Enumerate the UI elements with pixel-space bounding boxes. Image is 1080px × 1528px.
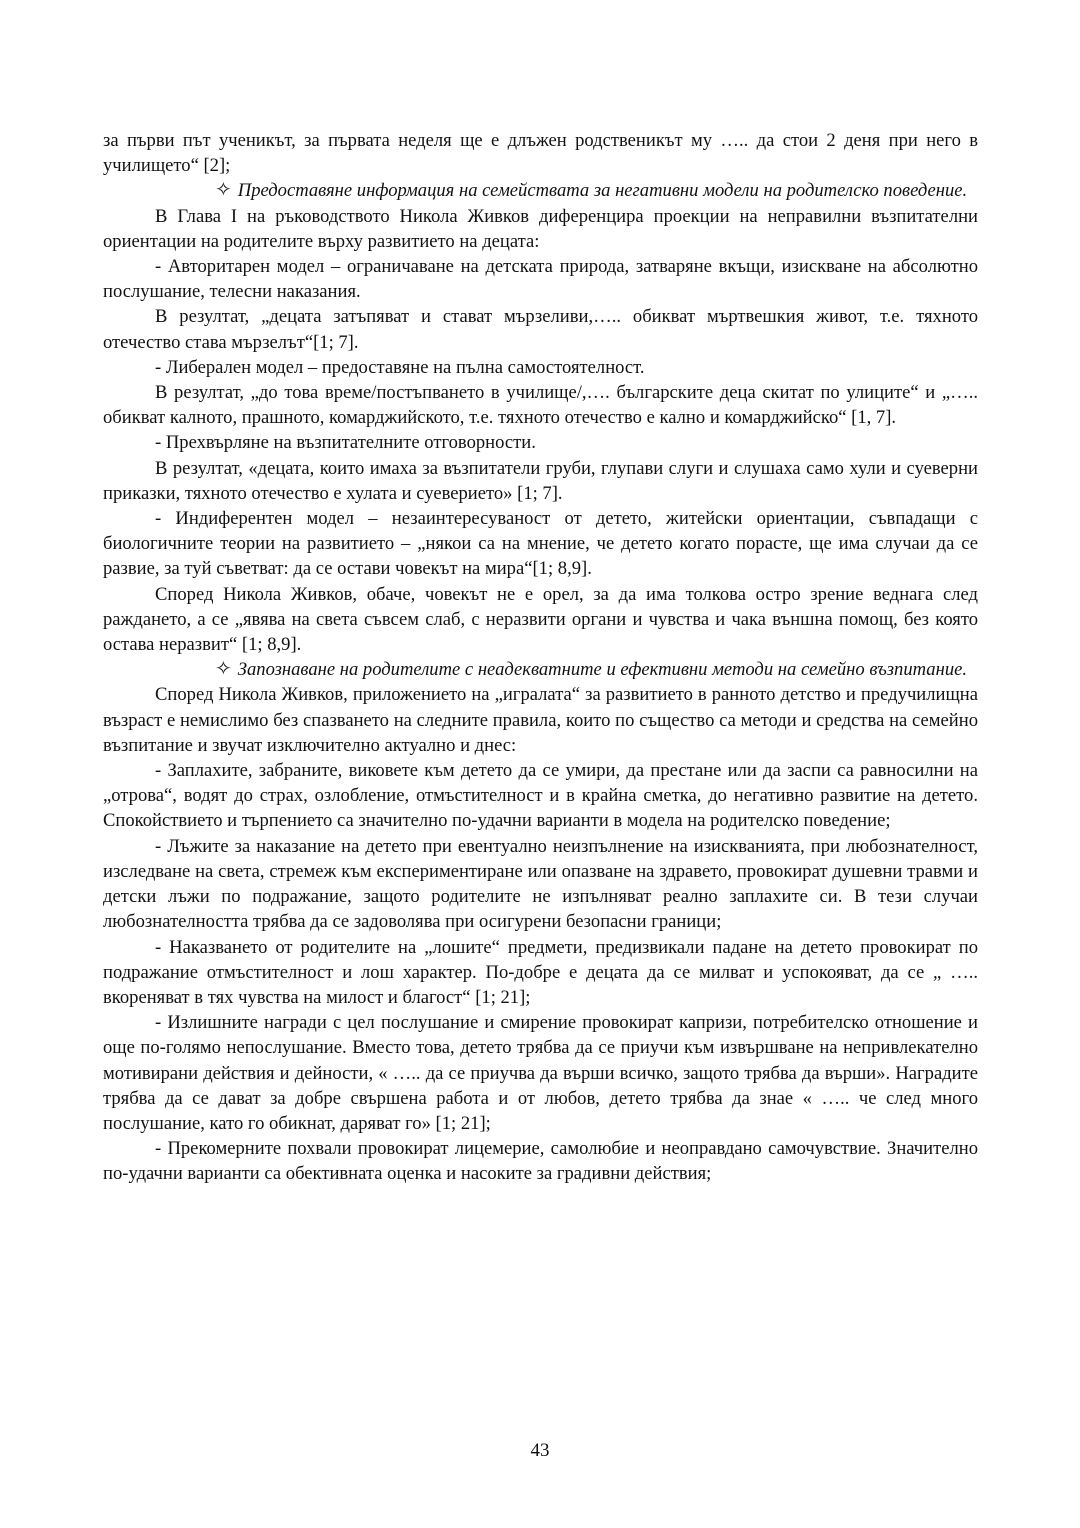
- paragraph: - Либерален модел – предоставяне на пълна самостоятелност.: [155, 356, 645, 378]
- paragraph: Според Никола Живков, обаче, човекът не е орел, за да има толкова остро зрение веднага след раждането, а се „явява на света съвсем слаб, с неразвити органи и чувства и чака външна помощ, без която остава неразвит“ [1; 8,9].: [103, 583, 978, 656]
- paragraph: - Прехвърляне на възпитателните отговорности.: [155, 432, 536, 454]
- paragraph: - Индиферентен модел – незаинтересуваност от детето, житейски ориентации, съвпадащи с биологичните теории на развитието – „някои са на мнение, че детето когато порасте, ще има случаи да се развие, за туй съветват: да се остави човекът на мира“[1; 8,9].: [103, 508, 978, 580]
- paragraph: В резултат, „децата затъпяват и стават мързеливи,….. обикват мъртвешкия живот, т.е. тяхното отечество става мързелът“[1; 7].: [103, 306, 978, 353]
- paragraph: - Заплахите, забраните, виковете към детето да се умири, да престане или да заспи са равносилни на „отрова“, водят до страх, озлобление, отмъстителност и в крайна сметка, до негативно развитие на детето. Спокойствието и търпението са значително по-удачни варианти в модела на родителско поведение;: [103, 760, 978, 832]
- four-point-star-icon: ✧: [215, 179, 232, 202]
- paragraph: В резултат, «децата, които имаха за възпитатели груби, глупави слуги и слушаха само хули и суеверни приказки, тяхното отечество е хулата и суеверието» [1; 7].: [103, 457, 978, 504]
- paragraph: - Излишните награди с цел послушание и смирение провокират капризи, потребителско отношение и още по-голямо непослушание. Вместо това, детето трябва да се приучи към извършване на непривлекателно мотивирани действия и дейности, « ….. да се приучва да върши всичко, защото трябва да върши». Наградите трябва да се дават за добре свършена работа и от любов, детето трябва да знае « ….. че след много послушание, като го обикнат, даряват го» [1; 21];: [103, 1012, 978, 1134]
- document-body: [103, 128, 978, 1187]
- section-heading-bullet: [103, 657, 978, 682]
- paragraph: - Прекомерните похвали провокират лицемерие, самолюбие и неоправдано самочувствие. Значително по-удачни варианти са обективната оценка и насоките за градивни действия;: [103, 1138, 978, 1185]
- section-heading-text: Запознаване на родителите с неадекватните и ефективни методи на семейно възпитание.: [237, 659, 968, 681]
- section-heading-bullet: [103, 178, 978, 203]
- paragraph: В резултат, „до това време/постъпването в училище/,…. българските деца скитат по улиците“ и „….. обикват калното, прашното, комарджийското, т.е. тяхното отечество е кално и комарджийско“ [1, 7].: [103, 382, 978, 429]
- paragraph: - Наказването от родителите на „лошите“ предмети, предизвикали падане на детето провокират по подражание отмъстителност и лош характер. По-добре е децата да се милват и успокояват, да се „ ….. вкореняват в тях чувства на милост и благост“ [1; 21];: [103, 936, 978, 1008]
- page-number: 43: [530, 1440, 550, 1461]
- paragraph: - Лъжите за наказание на детето при евентуално неизпълнение на изискванията, при любознателност, изследване на света, стремеж към експериментиране или опазване на здравето, провокират душевни травми и детски лъжи по подражание, защото родителите не изпълняват реално заплахите си. В тези случаи любознателността трябва да се задоволява при осигурени безопасни граници;: [103, 835, 978, 933]
- four-point-star-icon: ✧: [215, 658, 232, 681]
- paragraph: - Авторитарен модел – ограничаване на детската природа, затваряне вкъщи, изискване на абсолютно послушание, телесни наказания.: [103, 256, 978, 303]
- section-heading-text: Предоставяне информация на семействата за негативни модели на родителско поведение.: [237, 180, 968, 202]
- paragraph: за първи път ученикът, за първата неделя ще е длъжен родственикът му ….. да стои 2 деня при него в училището“ [2];: [103, 130, 978, 177]
- paragraph: В Глава I на ръководството Никола Живков диференцира проекции на неправилни възпитателни ориентации на родителите върху развитието на децата:: [103, 205, 978, 252]
- paragraph: Според Никола Живков, приложението на „игралата“ за развитието в ранното детство и предучилищна възраст е немислимо без спазването на следните правила, които по същество са методи и средства на семейно възпитание и звучат изключително актуално и днес:: [103, 684, 978, 756]
